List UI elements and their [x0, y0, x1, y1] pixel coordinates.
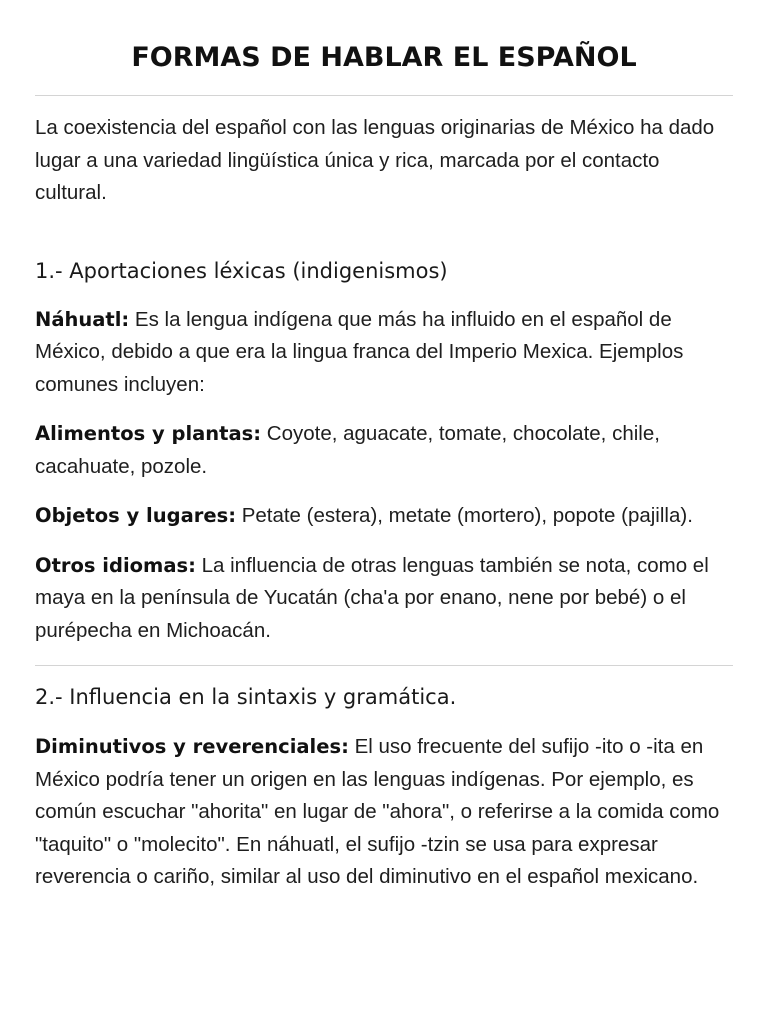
- section-heading-lexicas: 1.- Aportaciones léxicas (indigenismos): [35, 258, 448, 283]
- paragraph-alimentos: [35, 418, 733, 483]
- section-divider: [35, 665, 733, 666]
- text-otros-idiomas: La influencia de otras lenguas también se nota, como el maya en la península de Yucatán (cha'a por enano, nene por bebé) o el purépecha en Michoacán.: [35, 553, 709, 642]
- paragraph-otros-idiomas: [35, 550, 733, 648]
- lead-nahuatl: Náhuatl:: [35, 307, 130, 331]
- document-page: [35, 0, 733, 894]
- paragraph-diminutivos: [35, 731, 733, 894]
- page-title: FORMAS DE HABLAR EL ESPAÑOL: [131, 42, 637, 73]
- lead-objetos: Objetos y lugares:: [35, 504, 236, 527]
- paragraph-objetos: [35, 500, 733, 533]
- text-alimentos: Coyote, aguacate, tomate, chocolate, chile, cacahuate, pozole.: [35, 422, 660, 478]
- intro-paragraph: La coexistencia del español con las lenguas originarias de México ha dado lugar a una variedad lingüística única y rica, marcada por el contacto cultural.: [35, 116, 715, 204]
- lead-alimentos: Alimentos y plantas:: [35, 422, 262, 445]
- text-diminutivos: El uso frecuente del sufijo -ito o -ita en México podría tener un origen en las lenguas indígenas. Por ejemplo, es común escuchar "ahorita" en lugar de "ahora", o referirse a la comida como "taquito" o "molecito". En náhuatl, el sufijo -tzin se usa para expresar reverencia o cariño, similar al uso del diminutivo en el español mexicano.: [35, 735, 720, 888]
- text-nahuatl: Es la lengua indígena que más ha influido en el español de México, debido a que era la lingua franca del Imperio Mexica. Ejemplos comunes incluyen:: [35, 307, 684, 396]
- lead-diminutivos: Diminutivos y reverenciales:: [35, 735, 349, 758]
- section-heading-sintaxis: 2.- Influencia en la sintaxis y gramática.: [35, 685, 457, 709]
- paragraph-nahuatl: [35, 304, 733, 402]
- text-objetos: Petate (estera), metate (mortero), popote (pajilla).: [236, 504, 693, 527]
- lead-otros-idiomas: Otros idiomas:: [35, 553, 196, 577]
- title-divider: [35, 95, 733, 96]
